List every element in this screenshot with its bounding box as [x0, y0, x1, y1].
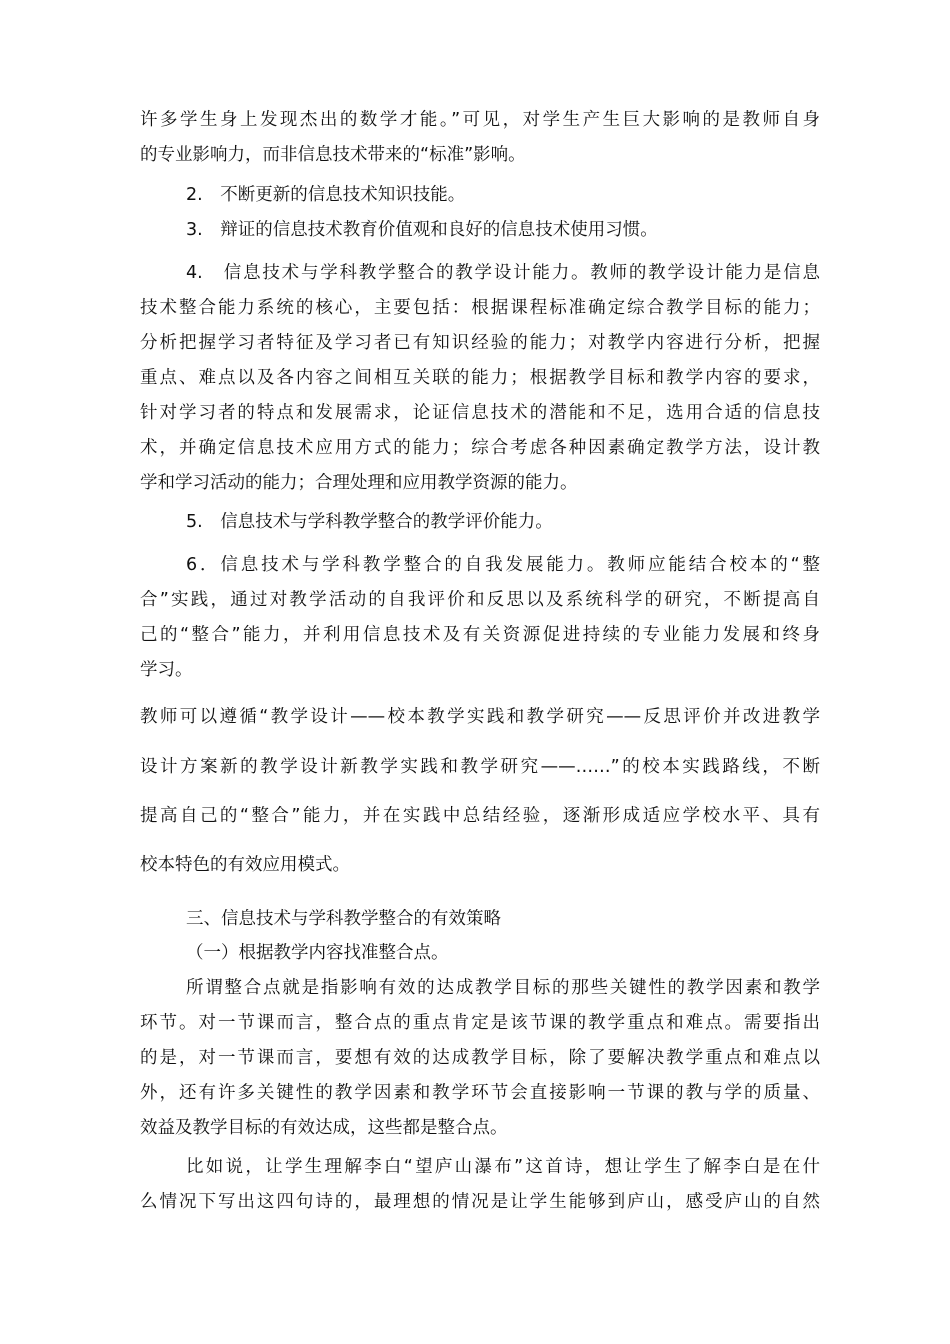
text-line: 己的“整合”能力，并利用信息技术及有关资源促进持续的专业能力发展和终身: [140, 625, 820, 645]
text-line: 学和学习活动的能力；合理处理和应用教学资源的能力。: [140, 473, 578, 493]
text-line: 术，并确定信息技术应用方式的能力；综合考虑各种因素确定教学方法，设计教: [140, 438, 820, 458]
text-line: 许多学生身上发现杰出的数学才能。”可见，对学生产生巨大影响的是教师自身: [140, 110, 820, 130]
text-line: 的专业影响力，而非信息技术带来的“标准”影响。: [140, 145, 526, 165]
text-line: 提高自己的“整合”能力，并在实践中总结经验，逐渐形成适应学校水平、具有: [140, 806, 820, 826]
paragraph-first-line: 所谓整合点就是指影响有效的达成教学目标的那些关键性的教学因素和教学: [186, 978, 820, 998]
text-line: 技术整合能力系统的核心，主要包括：根据课程标准确定综合教学目标的能力；: [140, 298, 820, 318]
list-item: 4. 信息技术与学科教学整合的教学设计能力。教师的教学设计能力是信息: [186, 263, 820, 283]
text-line: 校本特色的有效应用模式。: [140, 855, 350, 875]
text-line: 设计方案新的教学设计新教学实践和教学研究——……”的校本实践路线，不断: [140, 757, 820, 777]
section-heading: 三、信息技术与学科教学整合的有效策略: [186, 909, 501, 929]
text-line: 合”实践，通过对教学活动的自我评价和反思以及系统科学的研究，不断提高自: [140, 590, 820, 610]
subsection-heading: （一）根据教学内容找准整合点。: [186, 943, 449, 963]
list-item: 6．信息技术与学科教学整合的自我发展能力。教师应能结合校本的“整: [186, 555, 820, 575]
text-line: 效益及教学目标的有效达成，这些都是整合点。: [140, 1118, 508, 1138]
text-line: 针对学习者的特点和发展需求，论证信息技术的潜能和不足，选用合适的信息技: [140, 403, 820, 423]
text-line: 外，还有许多关键性的教学因素和教学环节会直接影响一节课的教与学的质量、: [140, 1083, 820, 1103]
paragraph-first-line: 比如说，让学生理解李白“望庐山瀑布”这首诗，想让学生了解李白是在什: [186, 1157, 820, 1177]
text-line: 的是，对一节课而言，要想有效的达成教学目标，除了要解决教学重点和难点以: [140, 1048, 820, 1068]
list-item: 3. 辩证的信息技术教育价值观和良好的信息技术使用习惯。: [186, 220, 658, 240]
text-line: 环节。对一节课而言，整合点的重点肯定是该节课的教学重点和难点。需要指出: [140, 1013, 820, 1033]
text-line: 分析把握学习者特征及学习者已有知识经验的能力；对教学内容进行分析，把握: [140, 333, 820, 353]
list-item: 2. 不断更新的信息技术知识技能。: [186, 185, 466, 205]
text-line: 教师可以遵循“教学设计——校本教学实践和教学研究——反思评价并改进教学: [140, 707, 820, 727]
list-item: 5. 信息技术与学科教学整合的教学评价能力。: [186, 512, 553, 532]
text-line: 学习。: [140, 660, 193, 680]
text-line: 么情况下写出这四句诗的，最理想的情况是让学生能够到庐山，感受庐山的自然: [140, 1192, 820, 1212]
text-line: 重点、难点以及各内容之间相互关联的能力；根据教学目标和教学内容的要求，: [140, 368, 820, 388]
